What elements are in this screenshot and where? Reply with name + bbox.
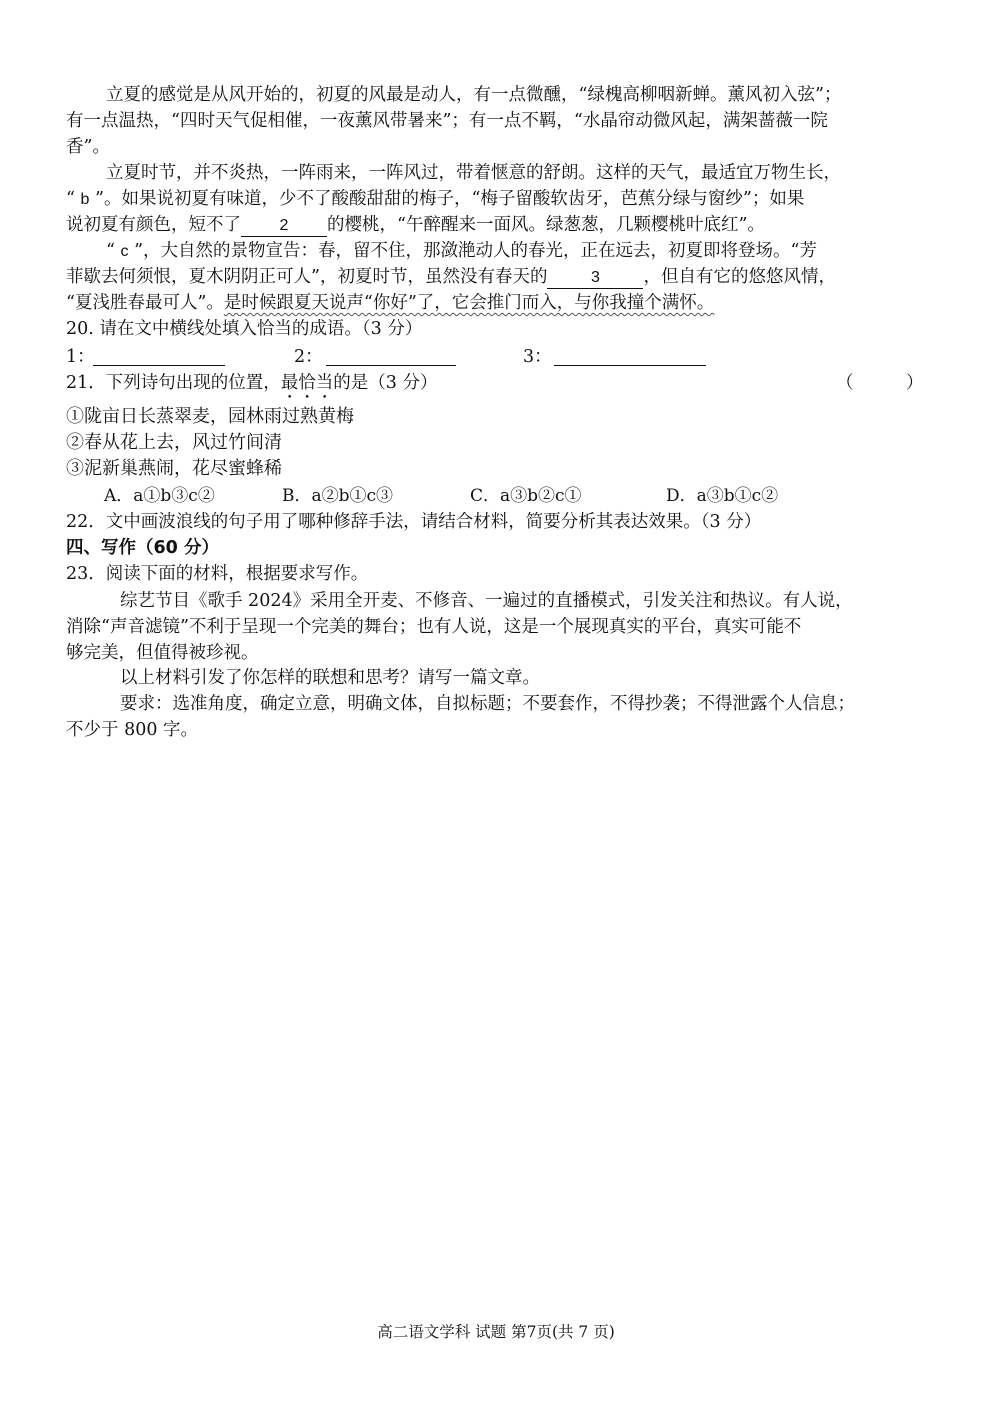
q21-option-d[interactable]: D．a③b①c② [666,486,779,506]
passage-p1-line3: 香”。 [66,137,110,157]
page-footer: 高二语文学科 试题 第7页(共 7 页) [377,1323,615,1341]
q21-option-a[interactable]: A．a①b③c② [104,486,215,506]
wavy-underlined-sentence: 是时候跟夏天说声“你好”了，它会推门而入，与你我撞个满怀。 [223,293,715,313]
q21-item-1: ①陇亩日长蒸翠麦，园林雨过熟黄梅 [66,406,354,427]
q20-answer-line-1[interactable] [93,365,225,366]
passage-p1-line2: 有一点温热，“四时天气促相催，一夜薰风带暑来”；有一点不羁，“水晶帘动微风起，满架蔷薇一院 [66,111,828,131]
passage-p1-line1: 立夏的感觉是从风开始的，初夏的风最是动人，有一点微醺，“绿槐高柳咽新蝉。薰风初入弦”； [106,85,842,105]
q21-item-2: ②春从花上去，风过竹间清 [66,432,282,453]
q21-stem-post: 的是（3 分） [333,373,438,393]
blank-mark-c: c [120,243,129,260]
passage-p3-line1-text: ”，大自然的景物宣告：春，留不住，那潋滟动人的春光，正在远去，初夏即将登场。“芳 [134,241,817,261]
fill-blank-3: 3 [547,268,643,289]
q20-answer-line-2[interactable] [326,365,456,366]
q20-answer-line-3[interactable] [554,365,706,366]
q20-text: 20. 请在文中横线处填入恰当的成语。（3 分） [66,319,423,339]
q23-requirements-line1: 要求：选准角度，确定立意，明确文体，自拟标题；不要套作，不得抄袭；不得泄露个人信息； [120,694,855,714]
blank-mark-b: b [80,191,90,208]
passage-p3-line3-plain: “夏浅胜春最可人”。 [66,293,224,313]
q23-material-line2: 消除“声音滤镜”不利于呈现一个完美的舞台；也有人说，这是一个展现真实的平台，真实可能不 [66,617,802,637]
quote-open: “ [106,241,115,261]
passage-p3-line2 [66,264,926,290]
q21-option-b[interactable]: B．a②b①c③ [282,486,394,506]
passage-p2-line3-pre: 说初夏有颜色，短不了 [66,215,241,235]
q23-prompt: 以上材料引发了你怎样的联想和思考？请写一篇文章。 [120,668,540,688]
passage-p3-line2-pre: 菲歇去何须恨，夏木阴阴正可人”，初夏时节，虽然没有春天的 [66,267,548,287]
passage-p3-line2-post: ，但自有它的悠悠风情， [643,267,836,287]
q21-item-3: ③泥新巢燕闹，花尽蜜蜂稀 [66,458,282,479]
fill-blank-2: 2 [241,216,327,237]
quote-open: “ [66,189,75,209]
q20-label-3: 3： [523,347,552,367]
q22-text: 22．文中画波浪线的句子用了哪种修辞手法，请结合材料，简要分析其表达效果。（3 分） [66,512,762,532]
q21-stem [66,370,926,403]
q21-stem-emphasis: 最恰当 [280,373,334,393]
passage-p2-line2-text: ”。如果说初夏有味道，少不了酸酸甜甜的梅子，“梅子留酸软齿牙，芭蕉分绿与窗纱”；如果 [95,189,805,209]
q20-label-2: 2： [294,347,323,367]
q20-label-1: 1： [66,347,95,367]
q23-text: 23．阅读下面的材料，根据要求写作。 [66,564,369,584]
q21-stem-pre: 21．下列诗句出现的位置， [66,373,281,393]
section-4-heading: 四、写作（60 分） [66,538,219,558]
q21-answer-paren[interactable]: （ ） [836,373,924,393]
passage-p2-line3 [66,212,926,238]
passage-p2-line3-post: 的樱桃，“午醉醒来一面风。绿葱葱，几颗樱桃叶底红”。 [327,215,765,235]
passage-p2-line2 [66,186,926,213]
passage-p3-line1 [106,238,966,265]
q23-requirements-line2: 不少于 800 字。 [66,720,199,740]
passage-p2-line1: 立夏时节，并不炎热，一阵雨来，一阵风过，带着惬意的舒朗。这样的天气，最适宜万物生长， [106,163,841,183]
q21-option-c[interactable]: C．a③b②c① [470,486,582,506]
q23-material-line3: 够完美，但值得被珍视。 [66,643,259,663]
q23-material-line1: 综艺节目《歌手 2024》采用全开麦、不修音、一遍过的直播模式，引发关注和热议。有人说， [120,591,853,611]
passage-p3-line3 [66,290,926,316]
